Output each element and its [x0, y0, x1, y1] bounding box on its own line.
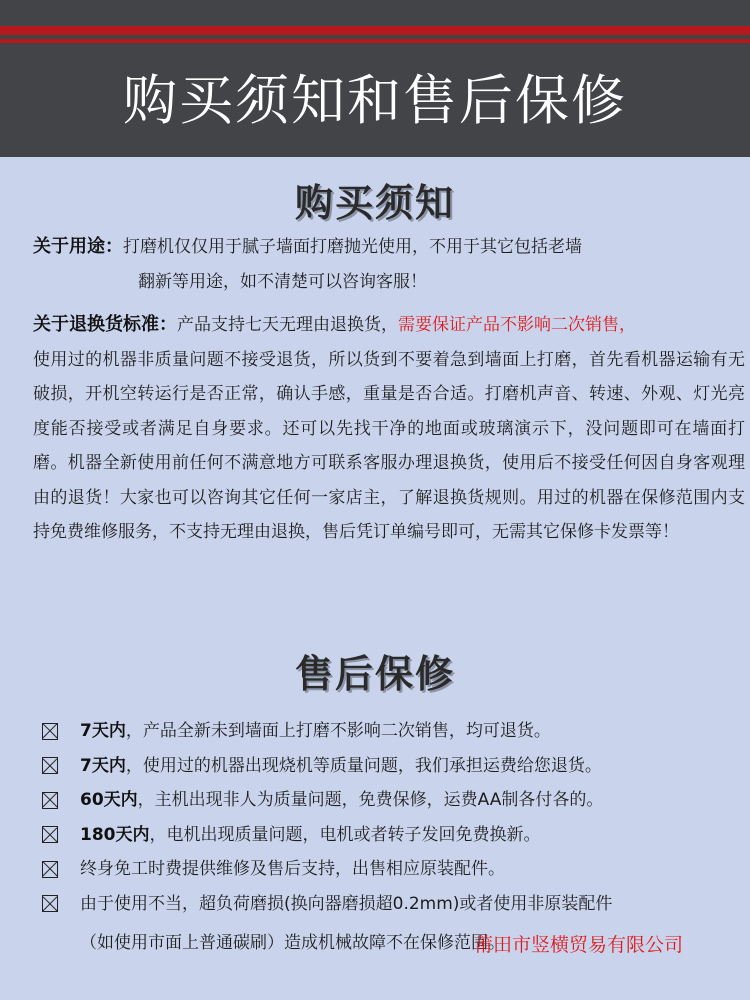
header-stripe-bottom — [0, 39, 750, 43]
warranty-item-text: ，电机出现质量问题，电机或者转子发回免费换新。 — [149, 824, 541, 845]
checkbox-x-icon — [42, 723, 58, 740]
usage-line2: 翻新等用途，如不清楚可以咨询客服！ — [138, 271, 427, 292]
warranty-item-text: 由于使用不当，超负荷磨损(换向器磨损超0.2mm)或者使用非原装配件 — [80, 893, 613, 914]
warranty-item-text: 终身免工时费提供维修及售后支持，出售相应原装配件。 — [80, 859, 505, 879]
returns-label: 关于退换货标准： — [33, 314, 177, 335]
warranty-item-text: ，主机出现非人为质量问题，免费保修，运费AA制各付各的。 — [137, 790, 604, 810]
returns-first-line — [33, 308, 745, 343]
returns-body: 使用过的机器非质量问题不接受退货，所以货到不要着急到墙面上打磨，首先看机器运输有无破损，开机空转运行是否正常，确认手感，重量是否合适。打磨机声音、转速、外观、灯光亮度能否接受或者满足自身要求。还可以先找干净的地面或玻璃演示下，没问题即可在墙面打磨。机器全新使用前任何不满意地方可联系客服办理退换货，使用后不接受任何因自身客观理由的退货！大家也可以咨询其它任何一家店主，了解退换货规则。用过的机器在保修范围内支持免费维修服务，不支持无理由退换，售后凭订单编号即可，无需其它保修卡发票等！ — [33, 349, 745, 542]
warranty-list — [42, 714, 742, 921]
warranty-item — [42, 852, 742, 887]
warranty-item — [42, 714, 742, 749]
checkbox-x-icon — [42, 757, 58, 774]
header-stripe-top — [0, 26, 750, 35]
checkbox-x-icon — [42, 895, 58, 912]
warranty-title: 售后保修 — [294, 652, 455, 696]
company-name: 莆田市竖横贸易有限公司 — [474, 934, 684, 956]
usage-label: 关于用途： — [33, 236, 123, 257]
warranty-item — [42, 818, 742, 853]
warranty-item — [42, 887, 742, 922]
checkbox-x-icon — [42, 861, 58, 878]
warranty-item — [42, 783, 742, 818]
warranty-continuation: （如使用市面上普通碳刷）造成机械故障不在保修范围。 — [80, 933, 505, 953]
warranty-item — [42, 749, 742, 784]
returns-paragraph — [33, 308, 745, 550]
page-title: 购买须知和售后保修 — [123, 69, 627, 132]
header-banner — [0, 0, 750, 157]
returns-line1: 产品支持七天无理由退换货， — [177, 315, 398, 335]
warranty-item-text: ，使用过的机器出现烧机等质量问题，我们承担运费给您退货。 — [125, 755, 602, 776]
returns-highlight: 需要保证产品不影响二次销售， — [398, 315, 636, 335]
warranty-item-period: 180天内 — [80, 824, 150, 845]
warranty-item-period: 7天内 — [80, 721, 126, 741]
notice-title: 购买须知 — [294, 181, 455, 225]
warranty-item-period: 7天内 — [80, 755, 126, 776]
usage-paragraph — [33, 230, 733, 299]
usage-line1: 打磨机仅仅用于腻子墙面打磨抛光使用，不用于其它包括老墙 — [123, 237, 582, 257]
checkbox-x-icon — [42, 792, 58, 809]
warranty-item-period: 60天内 — [80, 790, 138, 810]
warranty-item-text: ，产品全新未到墙面上打磨不影响二次销售，均可退货。 — [125, 721, 551, 741]
checkbox-x-icon — [42, 826, 58, 843]
